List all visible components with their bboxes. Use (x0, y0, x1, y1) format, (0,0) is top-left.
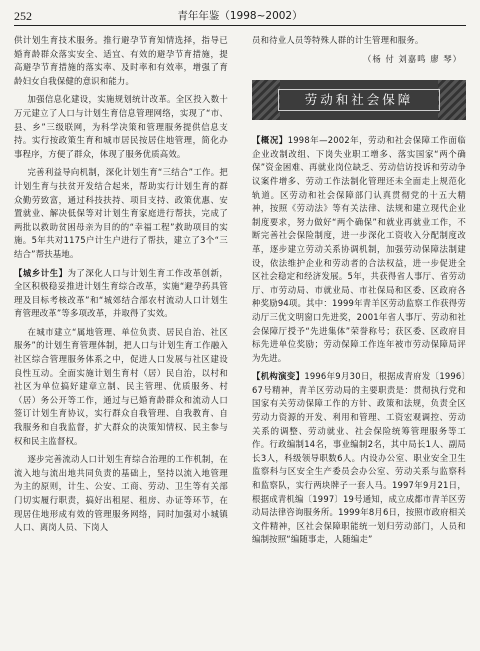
section-tag-institution: 【机构演变】 (252, 371, 305, 382)
section-tag-overview: 【概况】 (252, 135, 288, 146)
overview-paragraph (252, 134, 466, 365)
page-header (14, 7, 466, 26)
running-title: 青年年鉴（1998~2002） (177, 10, 303, 22)
institution-paragraph (252, 370, 466, 547)
paragraph: 供计划生育技术服务。推行避孕节育知情选择，指导已婚育龄群众落实安全、适宜、有效的避孕节育措施，提高避孕节育措施的落实率、及时率和有效率，增强了育龄妇女自我保健的意识和能力。 (14, 35, 228, 86)
paragraph: 完善利益导向机制，深化计划生育“三结合”工作。把计划生育与扶贫开发结合起来，帮助实行计划生育的群众勤劳致富，通过科技扶持、项目支持、政策优惠、安置就业、解决低保等对计划生育家庭进行帮扶，完成了两批以救助贫困母亲为目的的“幸福工程”救助项目的实施。5年共对1175户计生户进行了帮扶，建立了3个“三结合”帮扶基地。 (14, 167, 228, 259)
paragraph: 在城市建立“属地管理、单位负责、居民自治、社区服务”的计划生育管理体制，把人口与计划生育工作融入社区综合管理服务体系之中，促进人口发展与社区建设良性互动。全面实施计划生育村（居）民自治，以村和社区为单位搞好建章立制、民主管理、优质服务、村（居）务公开等工作，通过与已婚育龄群众和流动人口签订计划生育协议，实行群众自我管理、自我教育、自我服务和自我监督，扩大群众的决策知情权、民主参与权和民主监督权。 (14, 326, 228, 446)
section-banner-title: 劳动和社会保障 (278, 89, 441, 111)
right-column (252, 34, 466, 552)
section-lead-paragraph (14, 267, 228, 321)
left-column (14, 34, 228, 540)
author-signature: （杨 付 刘嘉鸣 廖 琴） (362, 53, 462, 64)
paragraph: 逐步完善流动人口计划生育综合治理的工作机制，在流入地与流出地共同负责的基础上，坚持以流入地管理为主的原则，计生、公安、工商、劳动、卫生等有关部门切实履行职责，搞好出租屋、租房、办证等环节，在现居住地形成有效的管理服务网络，同时加强对小城镇人口、离岗人员、下岗人 (14, 454, 228, 533)
paragraph: 员和待业人员等特殊人群的计生管理和服务。 (252, 35, 424, 45)
section-banner (252, 80, 466, 120)
paragraph: 加强信息化建设，实施规划统计改革。全区投入数十万元建立了人口与计划生育信息管理网络，实现了“市、县、乡”三级联网，为科学决策和管理服务提供信息支持。实行按政策生育和城市居民按居住地管理，简化办事程序，方便了群众，体现了服务优质高效。 (14, 94, 228, 159)
section-tag-urban-rural: 【城乡计生】 (14, 267, 68, 278)
institution-text: 1996年9月30日，根据成青府发〔1996〕67号精神，青羊区劳动局的主要职责是：贯彻执行党和国家有关劳动保障工作的方针、政策和法规，负责全区劳动力资源的开发、利用和管理、工资宏观调控、劳动关系的调整、劳动就业、社会保险统筹管理服务等工作。行政编制14名，事业编制2名，其中局长1人、副局长3人，科级领导职数6人。内设办公室、职业安全卫生监察科与区安全生产委员会办公室、劳动关系与监察科和监察队，实行两块牌子一套人马。1997年9月21日，根据成青机编〔1997〕19号通知，成立成都市青羊区劳动局法律咨询服务所。1999年8月6日，按照市政府相关文件精神，区社会保障职能统一划归劳动部门，人员和编制按照“编随事走，人随编走” (252, 371, 466, 545)
overview-text: 1998年—2002年，劳动和社会保障工作面临企业改制改组、下岗失业职工增多、落实国家“两个确保”资金困难、再就业岗位缺乏、劳动信访投诉和劳动争议案件增多、劳动工作法制化管理还未全面走上规范化轨道。区劳动和社会保障部门认真贯彻党的十五大精神，按照《劳动法》等有关法律、法规和建立现代企业制度要求，努力做好“两个确保”和就业再就业工作，不断完善社会保险制度，进一步深化工资收入分配制度改革，逐步建立劳动关系协调机制，加强劳动保障法制建设，依法维护企业和劳动者的合法权益，进一步促进全区社会稳定和经济发展。5年，共获得省人事厅、省劳动厅、市劳动局、市就业局、市社保局和区委、区政府各种奖励94项。其中：1999年青羊区劳动监察工作获得劳动厅三优文明窗口先进奖，2001年省人事厅、劳动和社会保障厅授予“先进集体”荣誉称号；获区委、区政府目标先进单位奖励；劳动保障工作连年被市劳动保障局评为先进。 (252, 135, 466, 363)
section-lead-text: 为了深化人口与计划生育工作改革创新，全区积极稳妥推进计划生育综合改革，实施“避孕药具管理及目标考核改革”和“城郊结合部农村流动人口计划生育管理改革”等多项改革，并取得了实效。 (14, 267, 228, 319)
page-number: 252 (14, 9, 32, 23)
